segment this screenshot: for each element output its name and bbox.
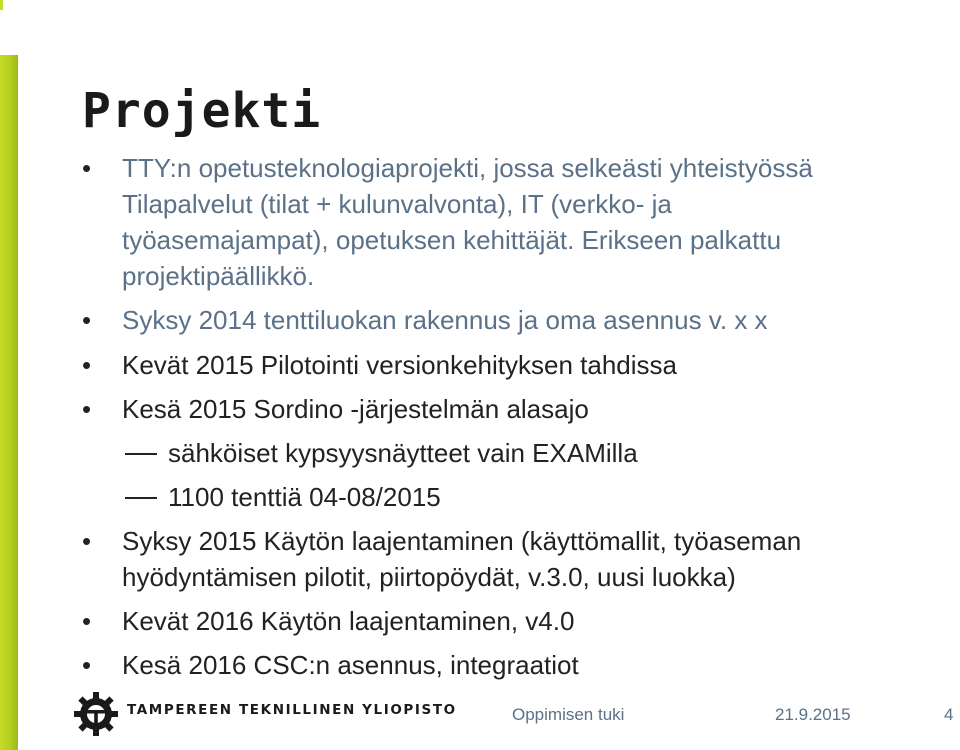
footer-date: 21.9.2015 [775,705,851,724]
sub-bullet-item [80,435,950,471]
accent-bar [0,55,18,750]
sub-bullet-item [80,479,950,515]
footer-presentation-title: Oppimisen tuki [512,705,625,724]
bullet-item [80,523,950,595]
footer-page-number: 4 [944,705,954,724]
bullet-item [80,603,950,639]
bullet-line: • Syksy 2014 tenttiluokan rakennus ja oma asennus v. x x [122,305,768,335]
corner-accent-mark [0,0,3,10]
bullet-line: • TTY:n opetusteknologiaprojekti, jossa selkeästi yhteistyössä [122,153,813,183]
bullet-line: 1100 tenttiä 04-08/2015 [168,482,441,512]
bullet-list [80,150,950,683]
gear-logo-icon [72,690,120,738]
organization-name: TAMPEREEN TEKNILLINEN YLIOPISTO [127,702,457,718]
bullet-line: • Kevät 2016 Käytön laajentaminen, v4.0 [122,606,575,636]
bullet-line: • Syksy 2015 Käytön laajentaminen (käyttömallit, työaseman [122,526,802,556]
slide-title: Projekti [82,83,322,139]
bullet-line: • Kesä 2016 CSC:n asennus, integraatiot [122,650,579,680]
bullet-line: hyödyntämisen pilotit, piirtopöydät, v.3.0, uusi luokka) [122,562,736,592]
bullet-item [80,347,950,383]
bullet-line: Tilapalvelut (tilat + kulunvalvonta), IT (verkko- ja [122,189,672,219]
bullet-item [80,302,950,338]
bullet-item [80,647,950,683]
bullet-line: • Kesä 2015 Sordino -järjestelmän alasajo [122,394,589,424]
bullet-item [80,150,950,294]
bullet-line: sähköiset kypsyysnäytteet vain EXAMilla [168,438,638,468]
bullet-line: • Kevät 2015 Pilotointi versionkehityksen tahdissa [122,350,677,380]
bullet-line: projektipäällikkö. [122,261,315,291]
bullet-item [80,391,950,427]
bullet-line: työasemajampat), opetuksen kehittäjät. Erikseen palkattu [122,225,782,255]
